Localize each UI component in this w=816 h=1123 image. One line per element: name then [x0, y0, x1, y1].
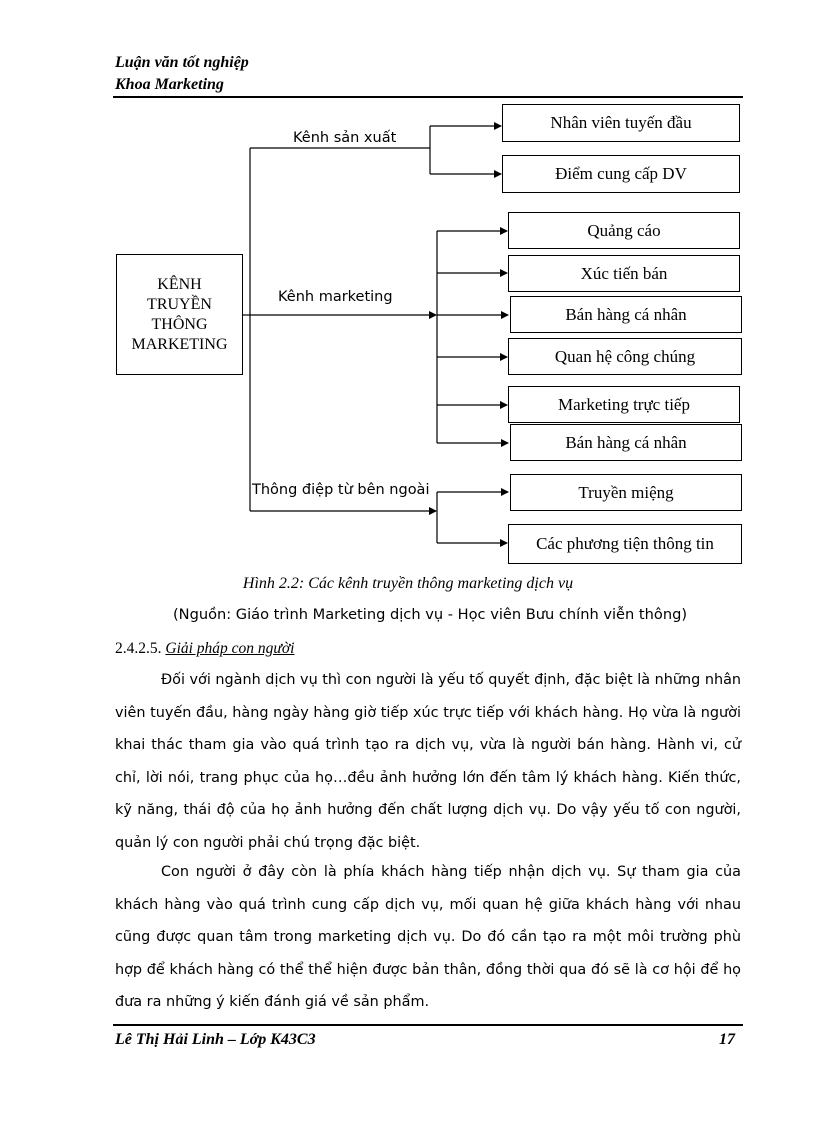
channel-box-advertising: Quảng cáo — [508, 212, 740, 249]
figure-caption: Hình 2.2: Các kênh truyền thông marketing dịch vụ — [242, 575, 574, 592]
channel-box-media: Các phương tiện thông tin — [508, 524, 742, 564]
footer-author: Lê Thị Hải Linh – Lớp K43C3 — [115, 1031, 316, 1048]
main-box-line: MARKETING — [131, 335, 228, 353]
paragraph-1: Đối với ngành dịch vụ thì con người là yếu tố quyết định, đặc biệt là những nhân viên tuyến đầu, hàng ngày hàng giờ tiếp xúc trực tiếp với khách hàng. Họ vừa là người khai thác tham gia vào quá trình tạo ra dịch vụ, vừa là người bán hàng. Hành vi, cử chỉ, lời nói, trang phục của họ…đều ảnh hưởng lớn đến tâm lý khách hàng. Kiến thức, kỹ năng, thái độ của họ ảnh hưởng đến chất lượng dịch vụ. Do vậy yếu tố con người, quản lý con người phải chú trọng đặc biệt. — [115, 672, 742, 851]
channel-box-word-of-mouth: Truyền miệng — [510, 474, 742, 511]
section-title: Giải pháp con người — [165, 640, 295, 657]
main-channel-box — [116, 254, 243, 375]
main-box-line: KÊNH — [157, 275, 202, 293]
header-faculty: Khoa Marketing — [115, 76, 224, 93]
branch-label-marketing: Kênh marketing — [278, 289, 393, 305]
channel-box-sales-promotion: Xúc tiến bán — [508, 255, 740, 292]
branch-label-production: Kênh sản xuất — [293, 130, 397, 146]
channel-box-personal-selling-2: Bán hàng cá nhân — [510, 424, 742, 461]
channel-box-direct-marketing: Marketing trực tiếp — [508, 386, 740, 423]
figure-source: (Nguồn: Giáo trình Marketing dịch vụ - Học viên Bưu chính viễn thông) — [172, 606, 688, 623]
channel-box-public-relations: Quan hệ công chúng — [508, 338, 742, 375]
section-heading — [115, 640, 294, 658]
branch-label-external: Thông điệp từ bên ngoài — [252, 482, 430, 498]
channel-box-service-point: Điểm cung cấp DV — [502, 155, 740, 193]
header-thesis-title: Luận văn tốt nghiệp — [115, 54, 249, 71]
main-box-line: TRUYỀN — [147, 295, 212, 313]
page-number: 17 — [719, 1031, 735, 1048]
section-number: 2.4.2.5. — [115, 640, 162, 657]
channel-box-personal-selling: Bán hàng cá nhân — [510, 296, 742, 333]
paragraph-2: Con người ở đây còn là phía khách hàng tiếp nhận dịch vụ. Sự tham gia của khách hàng vào quá trình cung cấp dịch vụ, mối quan hệ giữa khách hàng với nhau cũng được quan tâm trong marketing dịch vụ. Do đó cần tạo ra một môi trường phù hợp để khách hàng có thể thể hiện được bản thân, đồng thời qua đó sẽ là cơ hội để họ đưa ra những ý kiến đánh giá về sản phẩm. — [115, 864, 741, 1010]
main-box-line: THÔNG — [151, 315, 208, 333]
footer-rule — [113, 1024, 743, 1026]
channel-box-frontline-staff: Nhân viên tuyến đầu — [502, 104, 740, 142]
